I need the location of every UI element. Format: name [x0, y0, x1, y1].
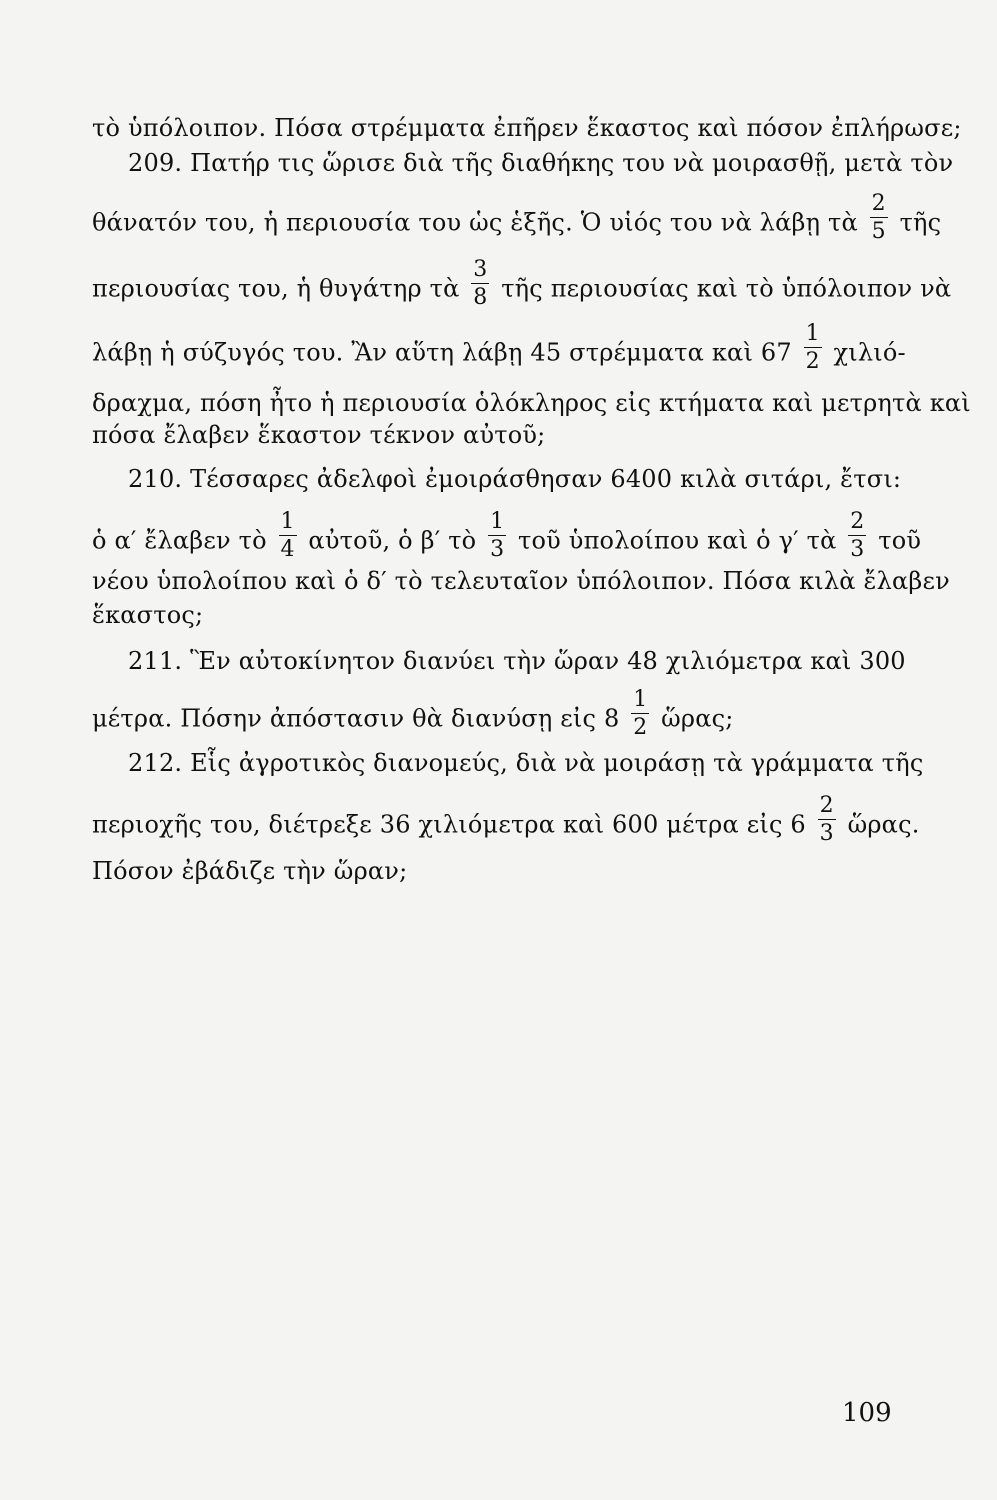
problem-211-line-2: μέτρα. Πόσην ἀπόστασιν θὰ διανύσῃ εἰς 8 $\frac{1}{2}$ ὥρας;	[92, 687, 734, 740]
problem-210-line-2: ὁ α′ ἔλαβεν τὸ $\frac{1}{4}$ αὐτοῦ, ὁ β′ τὸ $\frac{1}{3}$ τοῦ ὑπολοίπου καὶ ὁ γ′ τὰ $\frac{2}{3}$ τοῦ	[92, 509, 922, 562]
problem-210-line-3: νέου ὑπολοίπου καὶ ὁ δ′ τὸ τελευταῖον ὑπόλοιπον. Πόσα κιλὰ ἔλαβεν	[92, 567, 950, 595]
fraction: $\frac{1}{2}$	[633, 687, 648, 740]
problem-209-line-5: δραχμα, πόση ἦτο ἡ περιουσία ὁλόκληρος εἰς κτήματα καὶ μετρητὰ καὶ	[92, 389, 971, 417]
problem-209-line-2: θάνατόν του, ἡ περιουσία του ὡς ἑξῆς. Ὁ υἱός του νὰ λάβῃ τὰ $\frac{2}{5}$ τῆς	[92, 191, 942, 244]
fraction: $\frac{2}{3}$	[850, 509, 865, 562]
problem-209-line-3: περιουσίας του, ἡ θυγάτηρ τὰ $\frac{3}{8}$ τῆς περιουσίας καὶ τὸ ὑπόλοιπον νὰ	[92, 257, 952, 310]
fraction: $\frac{3}{8}$	[473, 257, 488, 310]
fraction: $\frac{1}{2}$	[805, 321, 820, 374]
problem-211-line-1: 211. Ἓν αὐτοκίνητον διανύει τὴν ὥραν 48 χιλιόμετρα καὶ 300	[128, 647, 906, 675]
problem-210-line-4: ἕκαστος;	[92, 601, 204, 629]
fraction: $\frac{2}{3}$	[819, 793, 834, 846]
fraction: $\frac{2}{5}$	[871, 191, 886, 244]
problem-209-line-6: πόσα ἔλαβεν ἕκαστον τέκνον αὐτοῦ;	[92, 421, 546, 449]
problem-210-line-1: 210. Τέσσαρες ἀδελφοὶ ἐμοιράσθησαν 6400 κιλὰ σιτάρι, ἔτσι:	[128, 465, 902, 493]
problem-212-line-2: περιοχῆς του, διέτρεξε 36 χιλιόμετρα καὶ 600 μέτρα εἰς 6 $\frac{2}{3}$ ὥρας.	[92, 793, 920, 846]
page-number: 109	[842, 1398, 892, 1428]
fraction: $\frac{1}{4}$	[280, 509, 295, 562]
problem-209-line-1: 209. Πατήρ τις ὥρισε διὰ τῆς διαθήκης του νὰ μοιρασθῇ, μετὰ τὸν	[128, 149, 954, 177]
text-line-1: τὸ ὑπόλοιπον. Πόσα στρέμματα ἐπῆρεν ἕκαστος καὶ πόσον ἐπλήρωσε;	[92, 114, 962, 142]
problem-209-line-4: λάβῃ ἡ σύζυγός του. Ἂν αὕτη λάβῃ 45 στρέμματα καὶ 67 $\frac{1}{2}$ χιλιό-	[92, 321, 906, 374]
problem-212-line-1: 212. Εἷς ἀγροτικὸς διανομεύς, διὰ νὰ μοιράσῃ τὰ γράμματα τῆς	[128, 749, 924, 777]
problem-212-line-3: Πόσον ἐβάδιζε τὴν ὥραν;	[92, 857, 408, 885]
fraction: $\frac{1}{3}$	[490, 509, 505, 562]
